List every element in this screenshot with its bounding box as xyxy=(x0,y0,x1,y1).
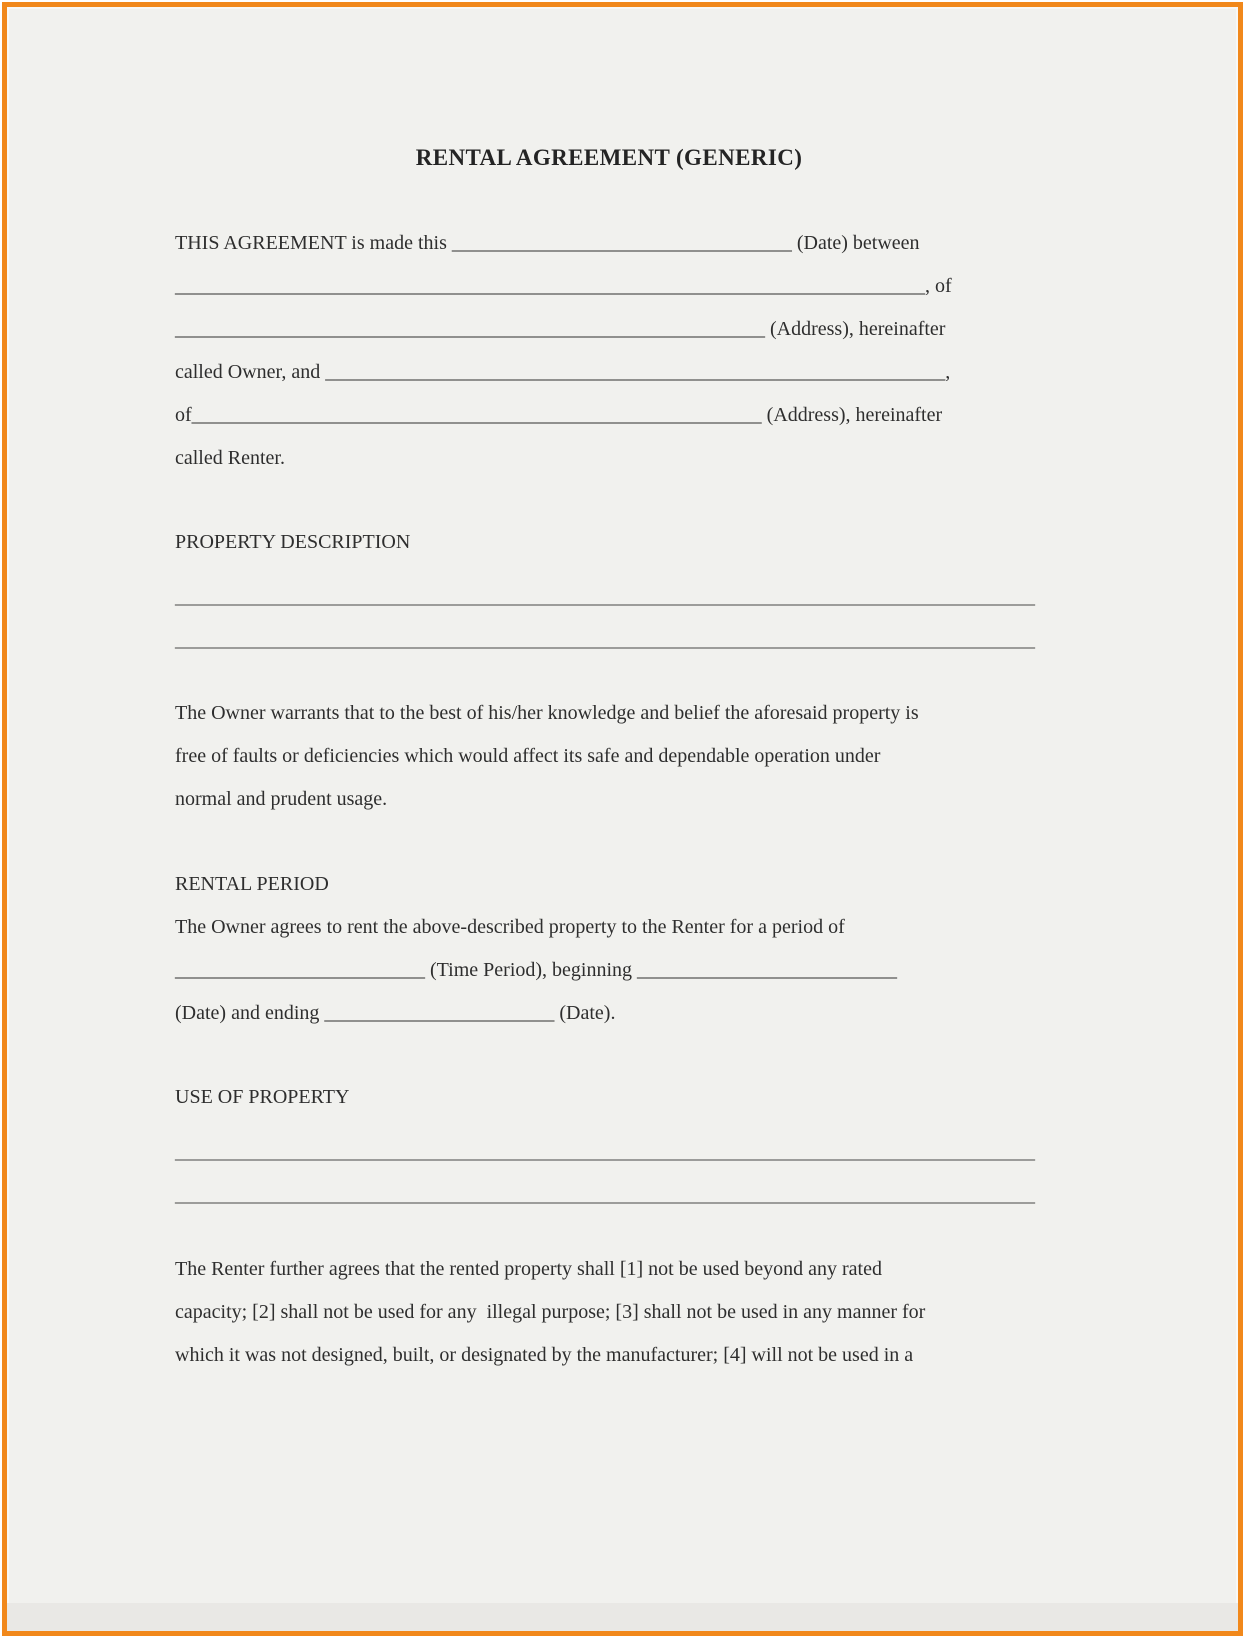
blank-fill-line: ______________________________________________________________________________________ xyxy=(175,1184,1035,1206)
property-description-blank-lines xyxy=(175,576,1043,662)
document-title: RENTAL AGREEMENT (GENERIC) xyxy=(415,145,803,170)
rental-period-line: The Owner agrees to rent the above-described property to the Renter for a period of xyxy=(175,916,845,938)
blank-fill-line: ______________________________________________________________________________________ xyxy=(175,1141,1035,1163)
use-of-property-heading: USE OF PROPERTY xyxy=(175,1086,350,1108)
blank-fill-line: ______________________________________________________________________________________ xyxy=(175,629,1035,651)
warranty-line: normal and prudent usage. xyxy=(175,788,388,810)
intro-line-date: THIS AGREEMENT is made this __________________________________ (Date) between xyxy=(175,232,920,254)
intro-line-called-renter: called Renter. xyxy=(175,447,285,469)
intro-line-owner-name-blank: ___________________________________________________________________________, of xyxy=(175,275,952,297)
property-description-heading: PROPERTY DESCRIPTION xyxy=(175,531,411,553)
renter-agreement-line: which it was not designed, built, or designated by the manufacturer; [4] will not be used in a xyxy=(175,1344,914,1366)
document-page xyxy=(2,2,1243,1636)
rental-period-line-time-period-blank: _________________________ (Time Period), beginning __________________________ xyxy=(175,959,898,981)
rental-period-paragraph xyxy=(175,906,1043,1035)
rental-period-heading: RENTAL PERIOD xyxy=(175,873,329,895)
blank-fill-line: ______________________________________________________________________________________ xyxy=(175,586,1035,608)
renter-agreement-line: capacity; [2] shall not be used for any illegal purpose; [3] shall not be used in any manner for xyxy=(175,1301,926,1323)
renter-agreement-line: The Renter further agrees that the rented property shall [1] not be used beyond any rated xyxy=(175,1258,882,1280)
renter-agreement-paragraph xyxy=(175,1248,1043,1377)
intro-line-renter-name-blank: called Owner, and ______________________________________________________________, xyxy=(175,361,951,383)
rental-period-line-dates-blank: (Date) and ending _______________________ (Date). xyxy=(175,1002,616,1024)
rental-agreement-document xyxy=(175,7,1043,1377)
intro-line-owner-address-blank: ___________________________________________________________ (Address), hereinafter xyxy=(175,318,946,340)
warranty-line: free of faults or deficiencies which would affect its safe and dependable operation under xyxy=(175,745,881,767)
owner-warranty-paragraph xyxy=(175,692,1043,821)
intro-line-renter-address-blank: of_________________________________________________________ (Address), hereinafter xyxy=(175,404,943,426)
use-of-property-blank-lines xyxy=(175,1131,1043,1217)
warranty-line: The Owner warrants that to the best of his/her knowledge and belief the aforesaid property is xyxy=(175,702,919,724)
agreement-intro-paragraph xyxy=(175,222,1043,480)
page-bottom-shadow xyxy=(7,1603,1238,1631)
